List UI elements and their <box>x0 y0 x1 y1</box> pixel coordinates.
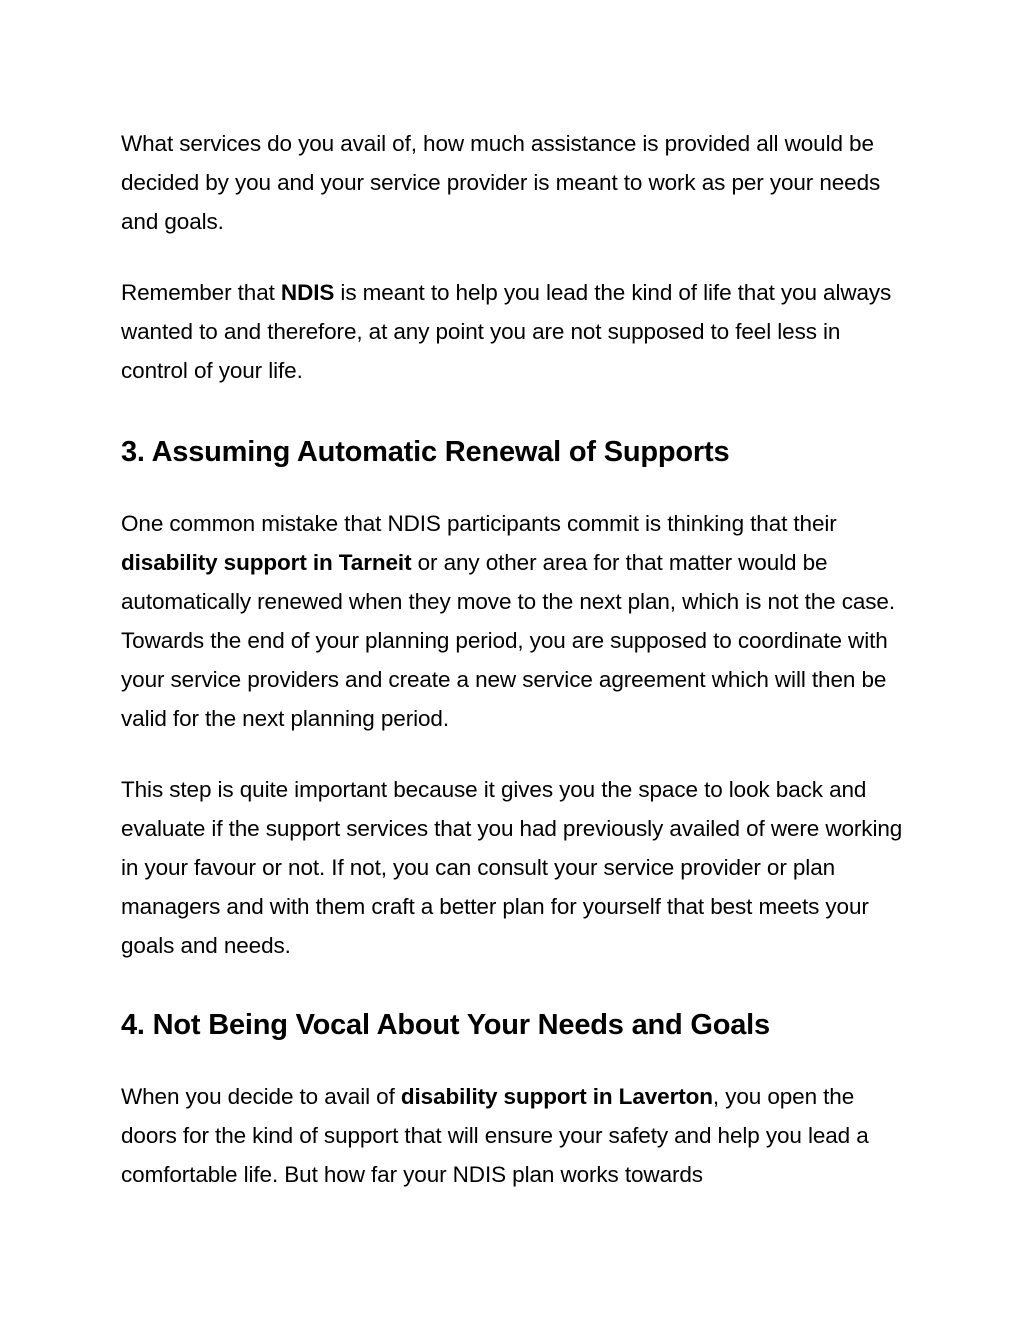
text-run: Remember that <box>121 280 281 305</box>
text-run: One common mistake that NDIS participants commit is thinking that their <box>121 511 837 536</box>
paragraph-step-important: This step is quite important because it gives you the space to look back and evaluate if the support services that you had previously availed of were working in your favour or not. If not, you can consult your service provider or plan managers and with them craft a better plan for yourself that best meets your goals and needs. <box>121 777 903 958</box>
bold-text-tarneit: disability support in Tarneit <box>121 550 412 575</box>
bold-text-laverton: disability support in Laverton <box>400 1084 713 1109</box>
text-run: is meant to help you lead the kind of life that you always wanted to and therefore, at any point you are not supposed to feel less in control of your life. <box>121 280 892 383</box>
paragraph-common-mistake <box>121 504 911 738</box>
document-page <box>121 124 911 1194</box>
text-run: or any other area for that matter would be automatically renewed when they move to the next plan, which is not the case. Towards the end of your planning period, you are supposed to coordinate with your service providers and create a new service agreement which will then be valid for the next planning period. <box>121 550 895 731</box>
text-run: When you decide to avail of <box>121 1084 401 1109</box>
paragraph-remember-ndis <box>121 273 911 390</box>
paragraph-laverton <box>121 1077 911 1194</box>
bold-text-ndis: NDIS <box>280 280 335 305</box>
text-run: , you open the doors for the kind of support that will ensure your safety and help you lead a comfortable life. But how far your NDIS plan works towards <box>121 1084 869 1187</box>
section-heading-3: 3. Assuming Automatic Renewal of Supports <box>121 436 730 468</box>
section-heading-4: 4. Not Being Vocal About Your Needs and Goals <box>121 1009 770 1041</box>
paragraph-services: What services do you avail of, how much assistance is provided all would be decided by you and your service provider is meant to work as per your needs and goals. <box>121 131 881 234</box>
